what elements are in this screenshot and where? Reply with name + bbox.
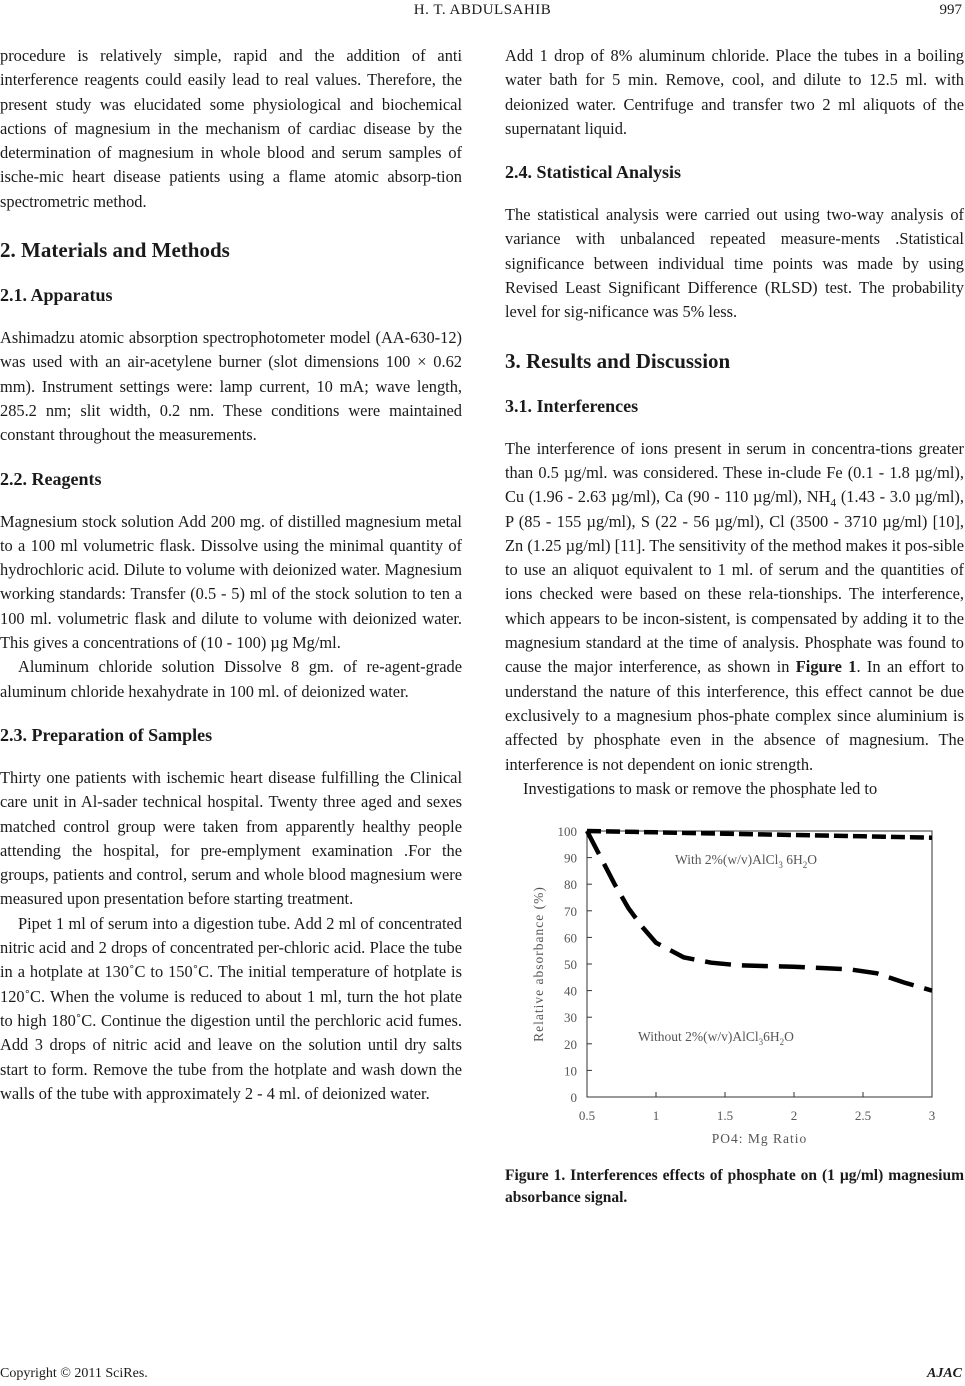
statistics-paragraph: The statistical analysis were carried out using two-way analysis of variance with unbalanced repeated measure-ments .Statistical significance between individual time points was made by using Revised Least Significant Difference (RLSD) test. The probability level for sig-nificance was 5% less. <box>505 205 964 322</box>
subsection-heading-apparatus: 2.1. Apparatus <box>0 285 113 306</box>
y-tick-label: 80 <box>564 877 577 893</box>
apparatus-paragraph: Ashimadzu atomic absorption spectrophotometer model (AA-630-12) was used with an air-acetylene burner (slot dimensions 100 × 0.62 mm). Instrument settings were: lamp current, 10 mA; wave length, 285.2 nm; slit width, 0.2 nm. These conditions were maintained constant throughout the measurements. <box>0 328 462 445</box>
interf-text-c: . In an effort to understand the nature of this interference, this effect cannot be due exclusively to a magnesium phos-phate complex since aluminium is affected by phosphate even in the absence of magnesium. The interference is not dependent on ionic strength. <box>505 657 965 774</box>
y-tick-label: 60 <box>564 930 577 946</box>
reagents-paragraph-2: Aluminum chloride solution Dissolve 8 gm. of re-agent-grade aluminum chloride hexahydrate in 100 ml. of deionized water. <box>0 657 462 701</box>
intro-paragraph: procedure is relatively simple, rapid and the addition of anti interference reagents could easily lead to real values. Therefore, the present study was elucidated some physiological and biochemical actions of magnesium in the mechanism of cardiac disease by the determination of magnesium in whole blood and serum samples of ische-mic heart disease patients using a flame atomic absorp-tion spectrometric method. <box>0 46 462 211</box>
samples-paragraph-2: Pipet 1 ml of serum into a digestion tube. Add 2 ml of concentrated nitric acid and 2 drops of concentrated per-chloric acid. Place the tube in a hotplate at 130˚C to 150˚C. The initial temperature of hotplate is 120˚C. When the volume is reduced to about 1 ml, turn the hot plate to high 180˚C. Continue the digestion until the perchloric acid fumes. Add 3 drops of nitric acid and leave on the solution until dry salts start to form. Remove the tube from the hotplate and wash down the walls of the tube with approximately 2 - 4 ml. of deionized water. <box>0 913 462 1103</box>
y-tick-label: 0 <box>570 1090 577 1106</box>
subsection-heading-samples: 2.3. Preparation of Samples <box>0 724 213 745</box>
page-number: 997 <box>939 2 962 18</box>
x-tick-label: 1 <box>652 1108 660 1124</box>
x-tick-label: 0.5 <box>578 1108 596 1124</box>
page-footer <box>0 1366 965 1386</box>
series-annotation-1: With 2%(w/v)AlCl$_3$ $6H_2O$ <box>675 852 817 871</box>
reagents-paragraph-1: Magnesium stock solution Add 200 mg. of distilled magnesium metal to a 100 ml volumetric flask. Dissolve using the minimal quantity of hydrochloric acid. Dilute to volume with deionized water. Magnesium working standards: Transfer (0.5 - 5) ml of the stock solution to ten a 100 ml. volumetric flask and dilute to volume with deionized water. This gives a concentrations of (10 - 100) µg Mg/ml. <box>0 511 462 653</box>
interf-text-a: The interference of ions present in serum in concentra-tions greater than 0.5 µg/ml. was considered. These in-clude Fe (0.1 - 1.8 µg/ml), Cu (1.96 - 2.63 µg/ml), Ca (90 - 110 µg/ml), NH <box>505 438 964 507</box>
interf-subscript: 4 <box>830 497 837 510</box>
y-tick-label: 50 <box>564 957 577 973</box>
y-tick-label: 90 <box>564 850 577 866</box>
y-axis-label: Relative absorbance (%) <box>531 886 546 1042</box>
investigations-paragraph: Investigations to mask or remove the phosphate led to <box>523 778 878 798</box>
x-tick-label: 2.5 <box>854 1108 872 1124</box>
subsection-heading-reagents: 2.2. Reagents <box>0 468 102 489</box>
x-axis-label: PO4: Mg Ratio <box>711 1131 808 1147</box>
y-tick-label: 20 <box>564 1036 577 1052</box>
right-column <box>505 44 964 1209</box>
series-line-1 <box>587 831 932 838</box>
subsection-heading-statistics: 2.4. Statistical Analysis <box>505 162 682 183</box>
interferences-paragraph <box>505 437 964 777</box>
running-head-author: H. T. ABDULSAHIB <box>413 2 552 18</box>
section-heading-methods: 2. Materials and Methods <box>0 238 230 263</box>
x-tick-label: 3 <box>928 1108 936 1124</box>
series-annotation-2: Without $2\%(w/v)AlCl_36H_2O$ <box>638 1029 794 1048</box>
y-tick-label: 70 <box>564 903 577 919</box>
samples-paragraph-1: Thirty one patients with ischemic heart disease fulfilling the Clinical care unit in Al-sader technical hospital. Twenty three aged and sexes matched control group were taken from apparently healthy people attending the hospital, for pre-emplyment examination .For the groups, patients and control, serum and whole blood magnesium were measured upon presentation before starting treatment. <box>0 767 462 909</box>
x-tick-label: 1.5 <box>716 1108 734 1124</box>
figure-1-caption: Figure 1. Interferences effects of phosphate on (1 µg/ml) magnesium absorbance signal. <box>505 1167 964 1207</box>
figure-1-chart <box>505 815 964 1165</box>
figure-1 <box>505 815 964 1165</box>
continued-paragraph: Add 1 drop of 8% aluminum chloride. Place the tubes in a boiling water bath for 5 min. Remove, cool, and dilute to 12.5 ml. with deionized water. Centrifuge and transfer two 2 ml aliquots of the supernatant liquid. <box>505 46 964 138</box>
y-tick-label: 30 <box>564 1010 577 1026</box>
section-heading-results: 3. Results and Discussion <box>505 348 731 373</box>
x-tick-label: 2 <box>790 1108 798 1124</box>
left-column <box>0 44 462 1106</box>
figure-1-reference[interactable]: Figure 1 <box>795 657 857 677</box>
y-tick-label: 10 <box>564 1063 577 1079</box>
y-tick-label: 100 <box>557 824 577 840</box>
running-header <box>0 0 965 26</box>
subsection-heading-interferences: 3.1. Interferences <box>505 395 639 416</box>
copyright-notice: Copyright © 2011 SciRes. <box>0 1366 148 1381</box>
interf-text-b: (1.43 - 3.0 µg/ml), P (85 - 155 µg/ml), S (22 - 56 µg/ml), Cl (3500 - 3710 µg/ml) [10], Zn (1.25 µg/ml) [11]. The sensitivity of the method makes it pos-sible to use an aliquot equivalent to 1 ml. of serum and the quantities of ions checked were based on these rela-tionships. The interference, which appears to be incon-sistent, is compensated by adding it to the magnesium standard at the time of analysis. Phosphate was found to cause the major interference, as shown in <box>505 487 964 677</box>
journal-abbreviation: AJAC <box>926 1366 962 1381</box>
y-tick-label: 40 <box>564 983 577 999</box>
